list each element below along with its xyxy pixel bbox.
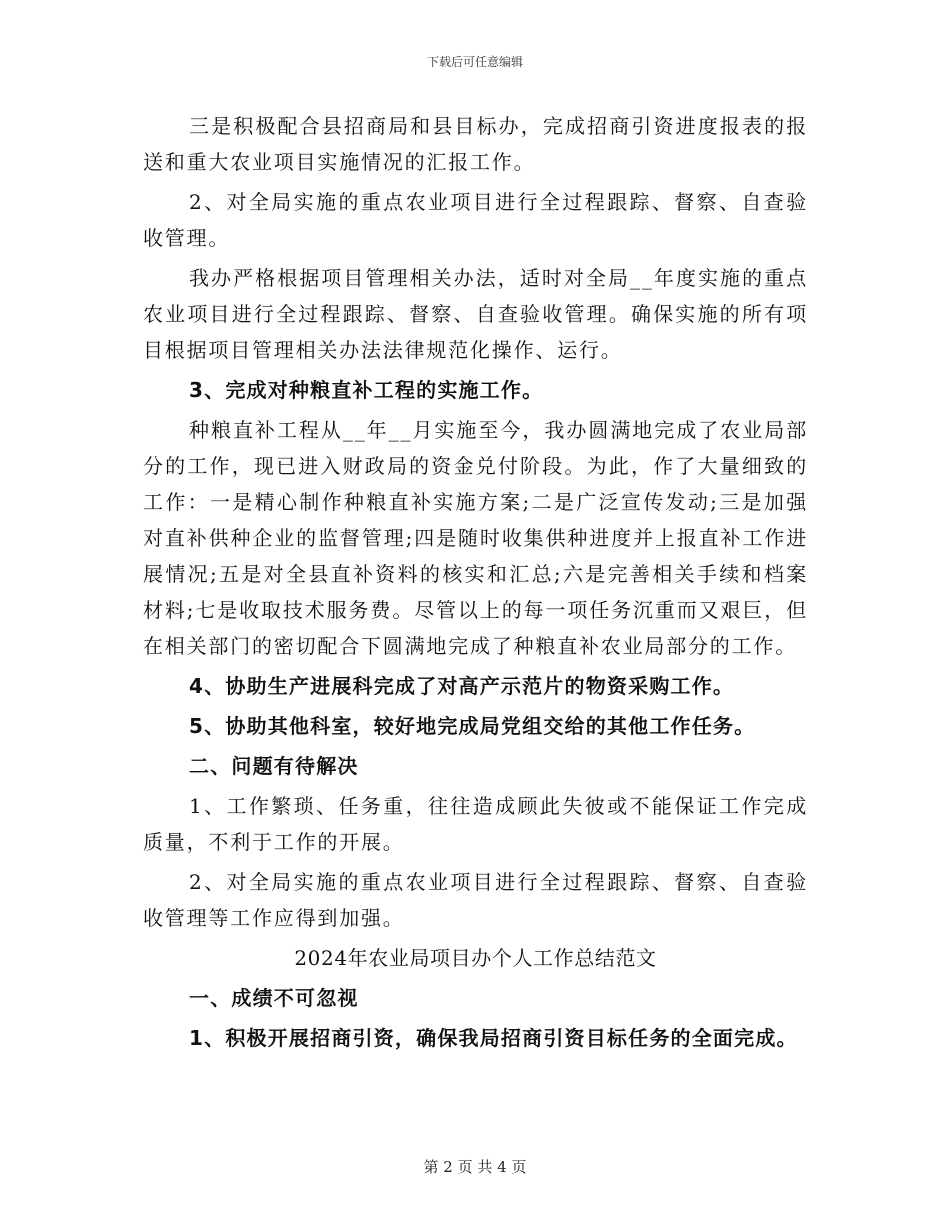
paragraph-report-submission: 三是积极配合县招商局和县目标办，完成招商引资进度报表的报送和重大农业项目实施情况的汇报工作。	[143, 114, 808, 174]
page-footer: 第 2 页 共 4 页	[423, 1158, 527, 1176]
paragraph-problem-1: 1、工作繁琐、任务重，往往造成顾此失彼或不能保证工作完成质量，不利于工作的开展。	[143, 794, 808, 854]
page-header: 下载后可任意编辑	[426, 55, 523, 69]
paragraph-grain-subsidy: 种粮直补工程从__年__月实施至今，我办圆满地完成了农业局部分的工作，现已进入财政局的资金兑付阶段。为此，作了大量细致的工作：一是精心制作种粮直补实施方案;二是广泛宣传发动;三是加强对直补供种企业的监督管理;四是随时收集供种进度并上报直补工作进展情况;五是对全县直补资料的核实和汇总;六是完善相关手续和档案材料;七是收取技术服务费。尽管以上的每一项任务沉重而又艰巨，但在相关部门的密切配合下圆满地完成了种粮直补农业局部分的工作。	[143, 418, 808, 658]
paragraph-project-management: 我办严格根据项目管理相关办法，适时对全局__年度实施的重点农业项目进行全过程跟踪、督察、自查验收管理。确保实施的所有项目根据项目管理相关办法法律规范化操作、运行。	[143, 266, 808, 362]
heading-other-tasks: 5、协助其他科室，较好地完成局党组交给的其他工作任务。	[189, 714, 756, 738]
heading-project-tracking: 2、对全局实施的重点农业项目进行全过程跟踪、督察、自查验收管理。	[143, 190, 808, 250]
document-body	[143, 108, 808, 1060]
heading-investment: 1、积极开展招商引资，确保我局招商引资目标任务的全面完成。	[189, 1026, 798, 1050]
paragraph-problem-2: 2、对全局实施的重点农业项目进行全过程跟踪、督察、自查验收管理等工作应得到加强。	[143, 870, 808, 930]
heading-grain-subsidy: 3、完成对种粮直补工程的实施工作。	[189, 378, 544, 402]
document-title: 2024年农业局项目办个人工作总结范文	[294, 946, 657, 970]
heading-material-procurement: 4、协助生产进展科完成了对高产示范片的物资采购工作。	[189, 674, 735, 698]
heading-problems: 二、问题有待解决	[189, 754, 359, 778]
heading-achievements: 一、成绩不可忽视	[189, 986, 359, 1010]
